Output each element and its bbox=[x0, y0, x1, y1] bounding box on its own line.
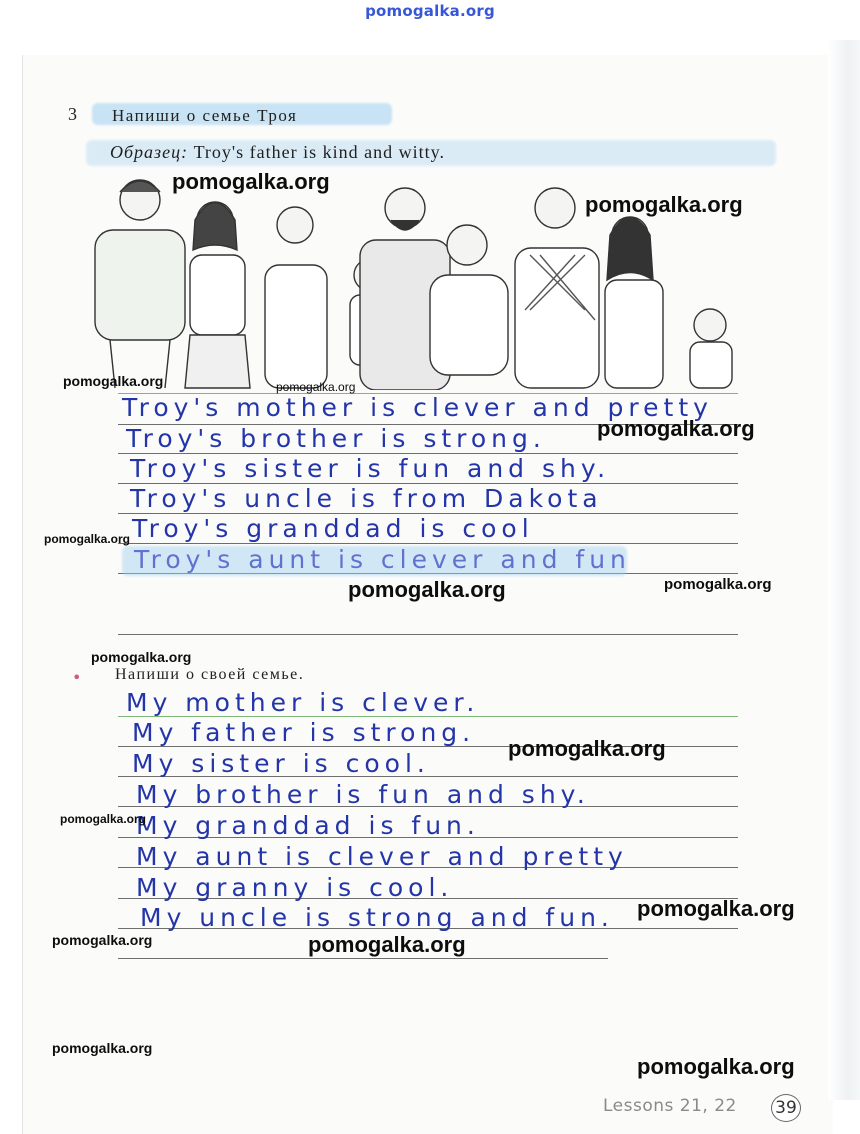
person-brother-figure bbox=[265, 207, 327, 388]
example-label: Образец: bbox=[110, 142, 189, 162]
answer-line: Troy's aunt is clever and fun bbox=[134, 545, 631, 574]
watermark: pomogalka.org bbox=[508, 736, 666, 761]
watermark: pomogalka.org bbox=[44, 532, 131, 546]
answer-line: My granny is cool. bbox=[136, 873, 454, 902]
task-bullet-mark: • bbox=[72, 668, 82, 687]
watermark: pomogalka.org bbox=[585, 192, 743, 217]
answer-line: My sister is cool. bbox=[132, 749, 430, 778]
watermark: pomogalka.org bbox=[60, 812, 147, 826]
person-troy-father-figure bbox=[95, 180, 185, 388]
person-troy-figure bbox=[690, 309, 732, 388]
ruled-line bbox=[118, 958, 608, 959]
scan-edge bbox=[828, 40, 860, 1100]
person-aunt-figure bbox=[605, 217, 663, 388]
example-text: Troy's father is kind and witty. bbox=[193, 142, 445, 162]
task-heading: Напиши о своей семье. bbox=[115, 666, 305, 683]
watermark: pomogalka.org bbox=[308, 932, 466, 957]
person-granddad-figure bbox=[515, 188, 599, 388]
answer-line: My father is strong. bbox=[132, 718, 476, 747]
answer-line: My mother is clever. bbox=[126, 688, 480, 717]
answer-line: My aunt is clever and pretty bbox=[136, 842, 628, 871]
lessons-footer: Lessons 21, 22 bbox=[603, 1096, 737, 1116]
task-heading: Напиши о семье Троя bbox=[112, 106, 298, 125]
watermark: pomogalka.org bbox=[637, 896, 795, 921]
answer-line: My uncle is strong and fun. bbox=[140, 903, 614, 932]
watermark: pomogalka.org bbox=[276, 380, 356, 394]
site-header[interactable]: pomogalka.org bbox=[365, 2, 495, 20]
answer-line: Troy's brother is strong. bbox=[126, 424, 546, 453]
ruled-line bbox=[118, 543, 738, 544]
watermark: pomogalka.org bbox=[348, 577, 506, 602]
answer-line: My granddad is fun. bbox=[136, 811, 480, 840]
answer-line: Troy's uncle is from Dakota bbox=[130, 484, 603, 513]
person-mother-figure bbox=[185, 202, 250, 388]
watermark: pomogalka.org bbox=[52, 932, 153, 948]
watermark: pomogalka.org bbox=[637, 1054, 795, 1079]
answer-line: My brother is fun and shy. bbox=[136, 780, 590, 809]
task-number: 3 bbox=[68, 104, 77, 124]
watermark: pomogalka.org bbox=[597, 416, 755, 441]
answer-line: Troy's sister is fun and shy. bbox=[130, 454, 611, 483]
page-number: 39 bbox=[771, 1094, 801, 1122]
watermark: pomogalka.org bbox=[52, 1040, 153, 1056]
ruled-line bbox=[118, 634, 738, 635]
watermark: pomogalka.org bbox=[664, 576, 772, 593]
answer-line: Troy's mother is clever and pretty bbox=[122, 393, 713, 422]
watermark: pomogalka.org bbox=[63, 373, 164, 389]
watermark: pomogalka.org bbox=[172, 169, 330, 194]
example-line bbox=[110, 142, 445, 163]
watermark: pomogalka.org bbox=[91, 649, 192, 665]
answer-line: Troy's granddad is cool bbox=[132, 514, 534, 543]
